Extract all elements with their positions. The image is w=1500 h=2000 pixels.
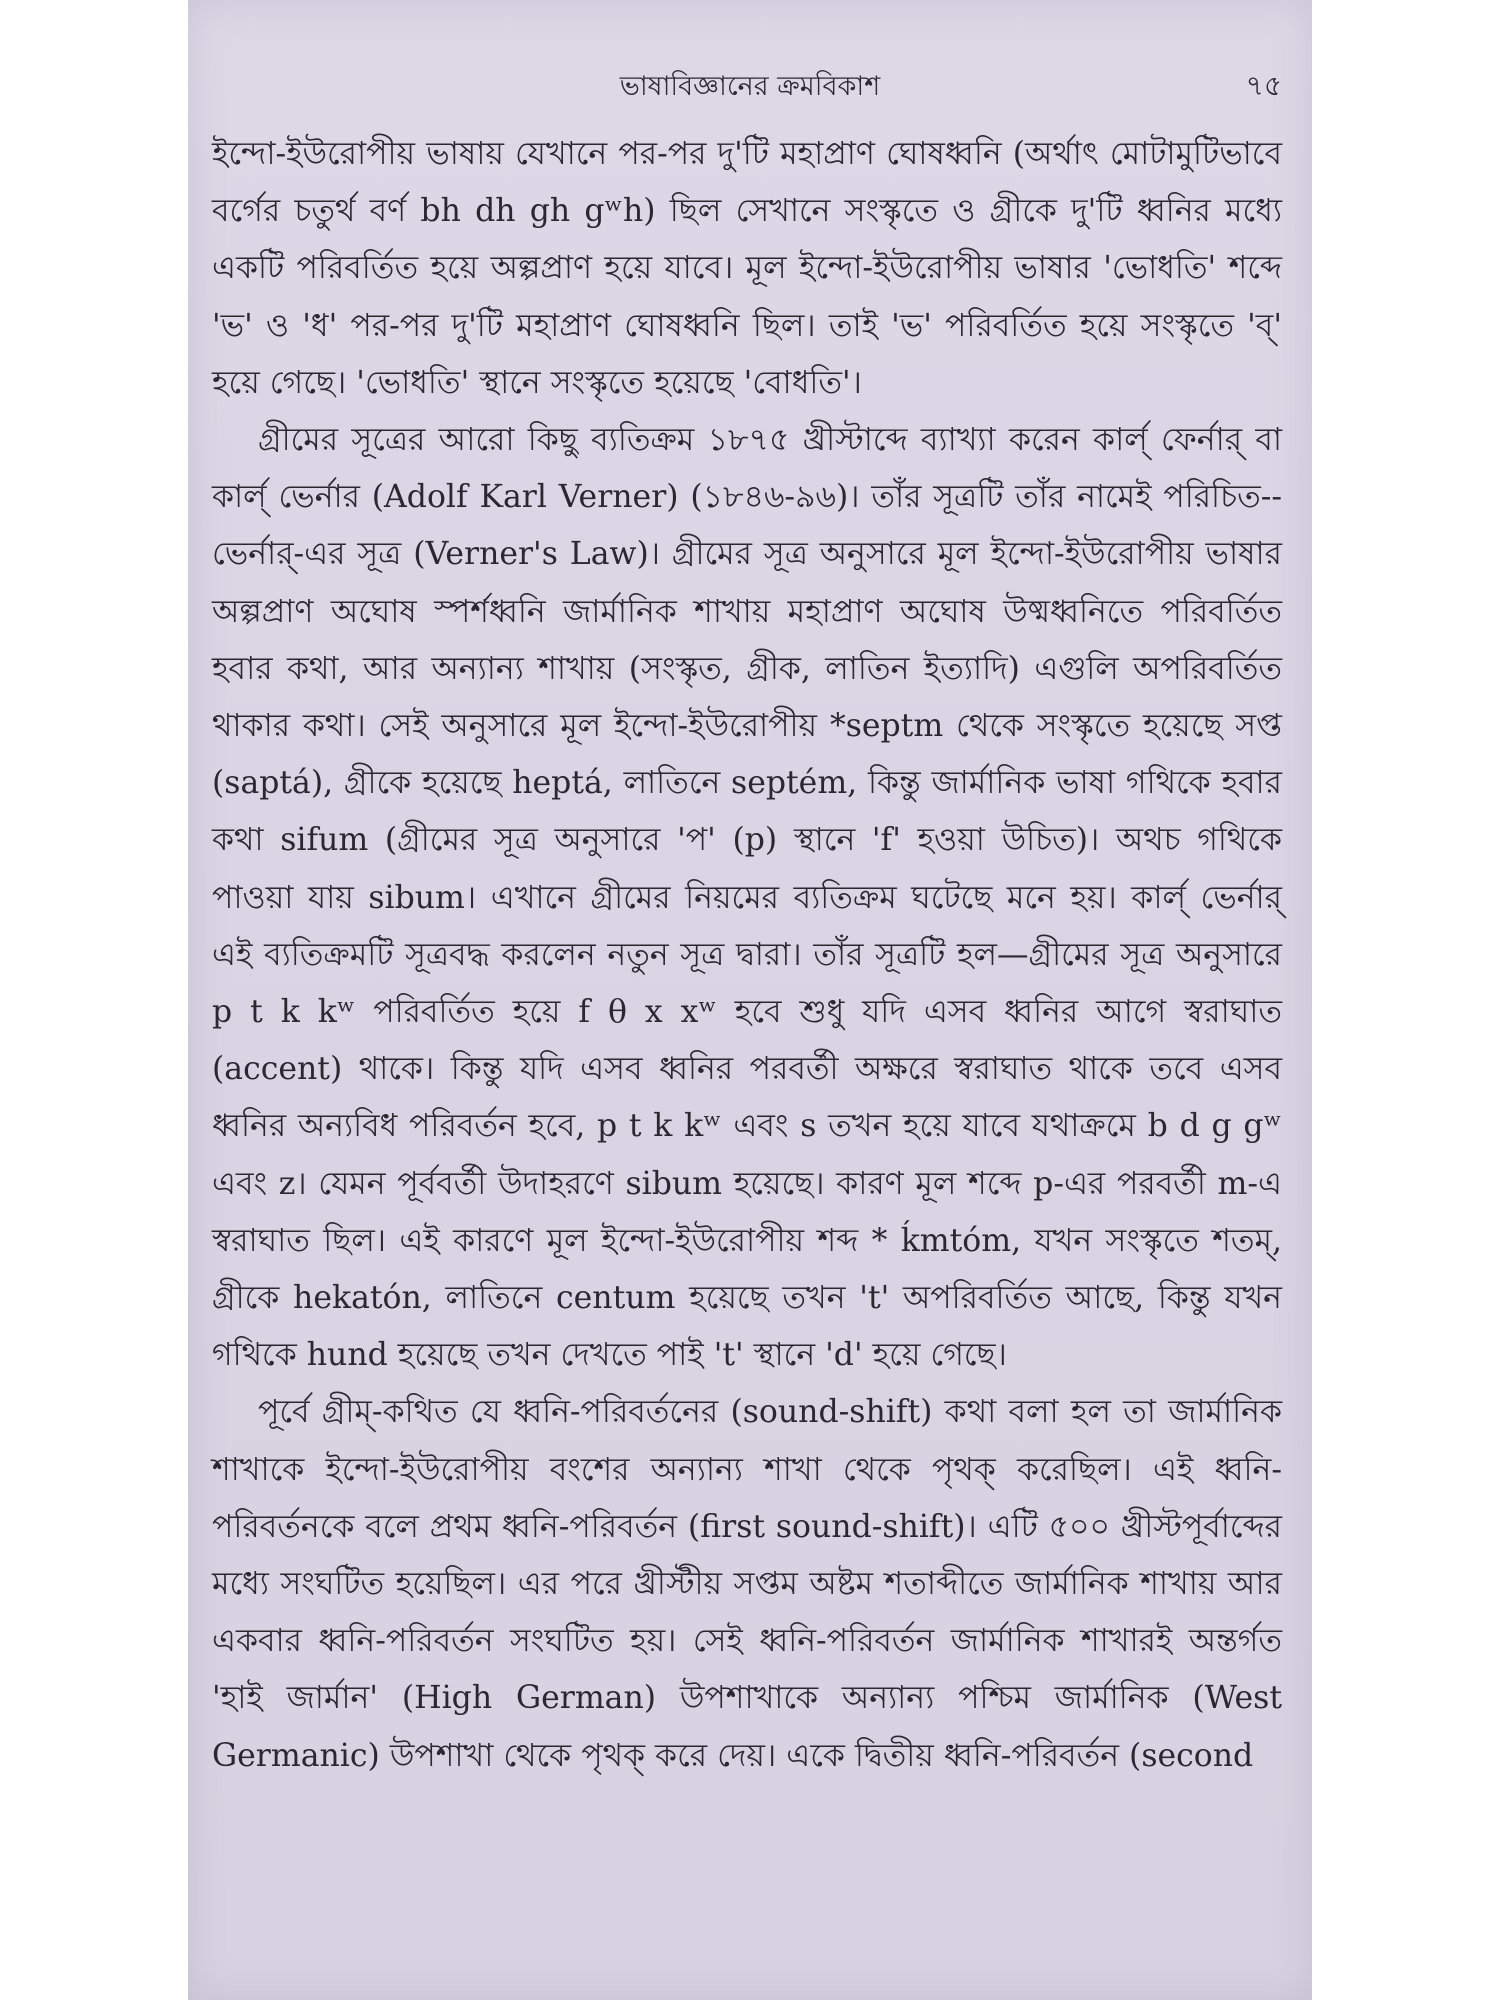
running-title: ভাষাবিজ্ঞানের ক্রমবিকাশ [619, 71, 881, 102]
paragraph: ইন্দো-ইউরোপীয় ভাষায় যেখানে পর-পর দু'টি মহাপ্রাণ ঘোষধ্বনি (অর্থাৎ মোটামুটিভাবে বর্গের চতুর্থ বর্ণ bh dh gh gʷh) ছিল সেখানে সংস্কৃতে ও গ্রীকে দু'টি ধ্বনির মধ্যে একটি পরিবর্তিত হয়ে অল্পপ্রাণ হয়ে যাবে। মূল ইন্দো-ইউরোপীয় ভাষার 'ভোধতি' শব্দে 'ভ' ও 'ধ' পর-পর দু'টি মহাপ্রাণ ঘোষধ্বনি ছিল। তাই 'ভ' পরিবর্তিত হয়ে সংস্কৃতে 'ব্' হয়ে গেছে। 'ভোধতি' স্থানে সংস্কৃতে হয়েছে 'বোধতি'। [212, 136, 1282, 401]
page-number: ৭৫ [1245, 69, 1282, 102]
paragraph: পূর্বে গ্রীম্-কথিত যে ধ্বনি-পরিবর্তনের (sound-shift) কথা বলা হল তা জার্মানিক শাখাকে ইন্দো-ইউরোপীয় বংশের অন্যান্য শাখা থেকে পৃথক্ করেছিল। এই ধ্বনি-পরিবর্তনকে বলে প্রথম ধ্বনি-পরিবর্তন (first sound-shift)। এটি ৫০০ খ্রীস্টপূর্বাব্দের মধ্যে সংঘটিত হয়েছিল। এর পরে খ্রীস্টীয় সপ্তম অষ্টম শতাব্দীতে জার্মানিক শাখায় আর একবার ধ্বনি-পরিবর্তন সংঘটিত হয়। সেই ধ্বনি-পরিবর্তন জার্মানিক শাখারই অন্তর্গত 'হাই জার্মান' (High German) উপশাখাকে অন্যান্য পশ্চিম জার্মানিক (West Germanic) উপশাখা থেকে পৃথক্ করে দেয়। একে দ্বিতীয় ধ্বনি-পরিবর্তন (second [212, 1394, 1282, 1774]
running-header [188, 62, 1312, 102]
book-page [188, 0, 1312, 2000]
paragraph: গ্রীমের সূত্রের আরো কিছু ব্যতিক্রম ১৮৭৫ খ্রীস্টাব্দে ব্যাখ্যা করেন কার্ল্ ফের্নার্ বা কার্ল্ ভের্নার (Adolf Karl Verner) (১৮৪৬-৯৬)। তাঁর সূত্রটি তাঁর নামেই পরিচিত--ভের্নার্-এর সূত্র (Verner's Law)। গ্রীমের সূত্র অনুসারে মূল ইন্দো-ইউরোপীয় ভাষার অল্পপ্রাণ অঘোষ স্পর্শধ্বনি জার্মানিক শাখায় মহাপ্রাণ অঘোষ উষ্মধ্বনিতে পরিবর্তিত হবার কথা, আর অন্যান্য শাখায় (সংস্কৃত, গ্রীক, লাতিন ইত্যাদি) এগুলি অপরিবর্তিত থাকার কথা। সেই অনুসারে মূল ইন্দো-ইউরোপীয় *septm থেকে সংস্কৃতে হয়েছে সপ্ত (saptá), গ্রীকে হয়েছে heptá, লাতিনে septém, কিন্তু জার্মানিক ভাষা গথিকে হবার কথা sifum (গ্রীমের সূত্র অনুসারে 'প' (p) স্থানে 'f' হওয়া উচিত)। অথচ গথিকে পাওয়া যায় sibum। এখানে গ্রীমের নিয়মের ব্যতিক্রম ঘটেছে মনে হয়। কার্ল্ ভের্নার্ এই ব্যতিক্রমটি সূত্রবদ্ধ করলেন নতুন সূত্র দ্বারা। তাঁর সূত্রটি হল—গ্রীমের সূত্র অনুসারে p t k kʷ পরিবর্তিত হয়ে f θ x xʷ হবে শুধু যদি এসব ধ্বনির আগে স্বরাঘাত (accent) থাকে। কিন্তু যদি এসব ধ্বনির পরবর্তী অক্ষরে স্বরাঘাত থাকে তবে এসব ধ্বনির অন্যবিধ পরিবর্তন হবে, p t k kʷ এবং s তখন হয়ে যাবে যথাক্রমে b d g gʷ এবং z। যেমন পূর্ববর্তী উদাহরণে sibum হয়েছে। কারণ মূল শব্দে p-এর পরবর্তী m-এ স্বরাঘাত ছিল। এই কারণে মূল ইন্দো-ইউরোপীয় শব্দ * ḱmtóm, যখন সংস্কৃতে শতম্, গ্রীকে hekatón, লাতিনে centum হয়েছে তখন 't' অপরিবর্তিত আছে, কিন্তু যখন গথিকে hund হয়েছে তখন দেখতে পাই 't' স্থানে 'd' হয়ে গেছে। [212, 422, 1282, 1374]
body-text [212, 126, 1282, 1785]
